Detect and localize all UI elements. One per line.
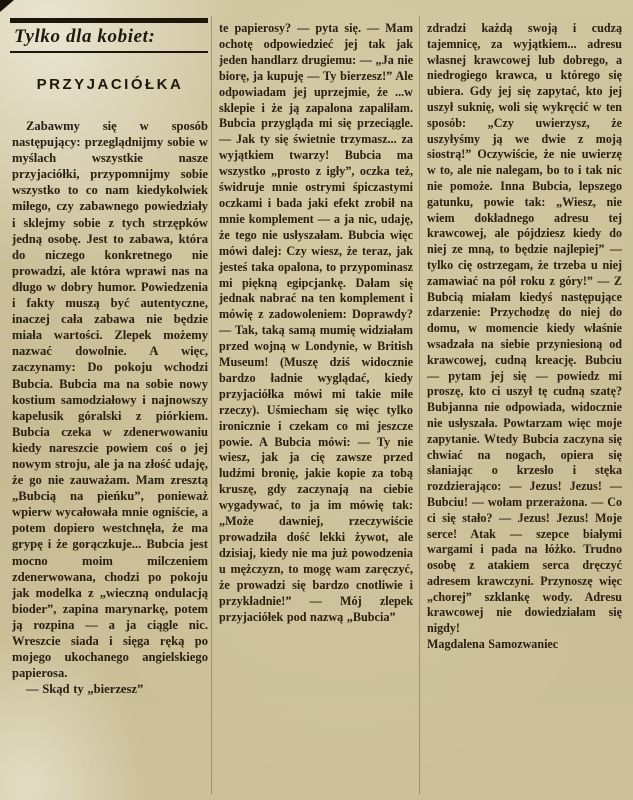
column-divider-1 (211, 16, 212, 794)
paragraph: zdradzi każdą swoją i cudzą tajemnicę, za wyjątkiem... adresu własnej krawcowej lub dobrego, a niedrogiego krawca, u którego się ubiera. Gdy jej się zapytać, kto jej uszył suknię, woli się wykręcić w ten sposób: „Czy uwierzysz, że uszyłyśmy ją we dwie z moją siostrą!” Oczywiście, że nie uwierzę w to, ale nie nalegam, bo to i tak nic nie pomoże. Inna Bubcia, lepszego gatunku, powie tak: „Wiesz, nie wiem dokładnego adresu tej krawcowej, ale pójdziesz kiedy do niej ze mną, to będzie najlepiej” — tylko cię ostrzegam, że trzeba u niej zamawiać na pół roku z góry!” — Z Bubcią miałam kiedyś następujące zdarzenie: Przychodzę do niej do domu, w momencie kiedy właśnie wsadzała na siebie przyniesioną od krawcowej, cudną kreację. Bubciu — pytam jej się — powiedz mi proszę, kto ci uszył tę cudną szatę? Bubjanna nie odpowiada, widocznie nie usłyszała. Powtarzam więc moje zapytanie. Wtedy Bubcia zaczyna się chwiać na nogach, opiera się słaniając o krzesło i stęka rozdzierająco: — Jezus! Jezus! — Bubciu! — wołam przerażona. — Co ci się stało? — Jezus! Jezus! Moje serce! Atak — szepce białymi wargami i pada na łóżko. Trudno osobę z atakiem serca dręczyć adresem krawczyni. Przynoszę więc „chorej” szklankę wody. Adresu krawcowej nie dowiedziałam się nigdy! (427, 21, 622, 636)
paragraph: te papierosy? — pyta się. — Mam ochotę odpowiedzieć jej tak jak jeden handlarz drugiemu: — „Ja nie biorę, ja kupuję — Ty bierzesz!” Ale odpowiadam jej uprzejmie, że ...w sklepie i że ją zapalona zapaliłam. Bubcia przygląda mi się przeciągle. — Jak ty się świetnie trzymasz... za wyjątkiem twarzy! Bubcia ma wszystko „prosto z igły”, oczka też, świdruje mnie ostrymi śpiczastymi oczkami i bada jaki efekt zrobił na mnie komplement — a ja nic, udaję, że tego nie usłyszałam. Bubcia więc mówi dalej: Czy wiesz, że teraz, jak jesteś taka opalona, to przypominasz mi piękną egipcjankę. Dałam się jednak nabrać na ten komplement i mówię z zadowoleniem: Doprawdy? — Tak, taką samą mumię widziałam przed wojną w Londynie, w British Museum! (Muszę dziś widocznie bardzo ładnie wyglądać, kiedy przyjaciółka mówi mi takie miłe rzeczy). Uśmiecham się więc tylko ironicznie i czekam co mi jeszcze powie. A Bubcia mówi: — Ty nie wiesz, jak ja cię zawsze przed ludźmi bronię, jakie kopie za tobą kruszę, gdy zaczynają na ciebie wygadywać, to ja im mówię tak: „Może dawniej, rzeczywiście prowadziła dość lekki żywot, ale dzisiaj, kiedy nie ma już powodzenia u mężczyzn, to mogę wam zaręczyć, że prowadzi się bardzo cnotliwie i przykładnie!” — Mój zlepek przyjaciółek pod nazwą „Bubcia” (219, 21, 413, 624)
paragraph: — Skąd ty „bierzesz” (26, 682, 144, 697)
article-column-1 (12, 118, 208, 792)
section-kicker-block (10, 18, 208, 53)
article-column-2 (219, 21, 413, 793)
scan-artifact-corner (0, 0, 14, 12)
article-column-3 (427, 21, 622, 793)
author-byline: Magdalena Samozwaniec (427, 637, 559, 652)
column-divider-2 (419, 16, 420, 794)
section-kicker: Tylko dla kobiet: (14, 26, 156, 47)
article-title: PRZYJACIÓŁKA (36, 76, 184, 93)
kicker-bottom-rule (10, 51, 208, 53)
paragraph: Zabawmy się w sposób następujący: przeglądnijmy sobie w myślach wszystkie nasze przyjaciółki, przypomnijmy sobie wszystko to co nam kiedykolwiek miłego, czy zabawnego powiedziały i sklejmy sobie z tych strzępków jedną osobę. Jest to zabawa, która do niczego konkretnego nie prowadzi, ale która wprawi nas na długo w dobry humor. Powiedzenia i fakty muszą być autentyczne, inaczej cała zabawa nie będzie miała wartości. Zlepek możemy nazwać dowolnie. A więc, zaczynamy: Do pokoju wchodzi Bubcia. Bubcia ma na sobie nowy kostium samodziałowy i najnowszy kapelusik góralski z piórkiem. Bubcia czeka w zdenerwowaniu kiedy nareszcie powiem coś o jej nowym stroju, ale ja na złość udaję, że go nie zauważam. Mam zresztą „Bubcią na pieńku”, ponieważ wpierw wycałowała mnie ogniście, a potem dopiero westchnęła, że ma grypę i że gorączkuje... Bubcia jest mocno moim milczeniem zdenerwowana, chodzi po pokoju jak modelka z „wieczną ondulacją bioder”, zapina marynarkę, potem ją rozpina — a ja ciągle nic. Wreszcie siada i sięga ręką po mojego ukochanego angielskiego papierosa. (12, 119, 208, 681)
